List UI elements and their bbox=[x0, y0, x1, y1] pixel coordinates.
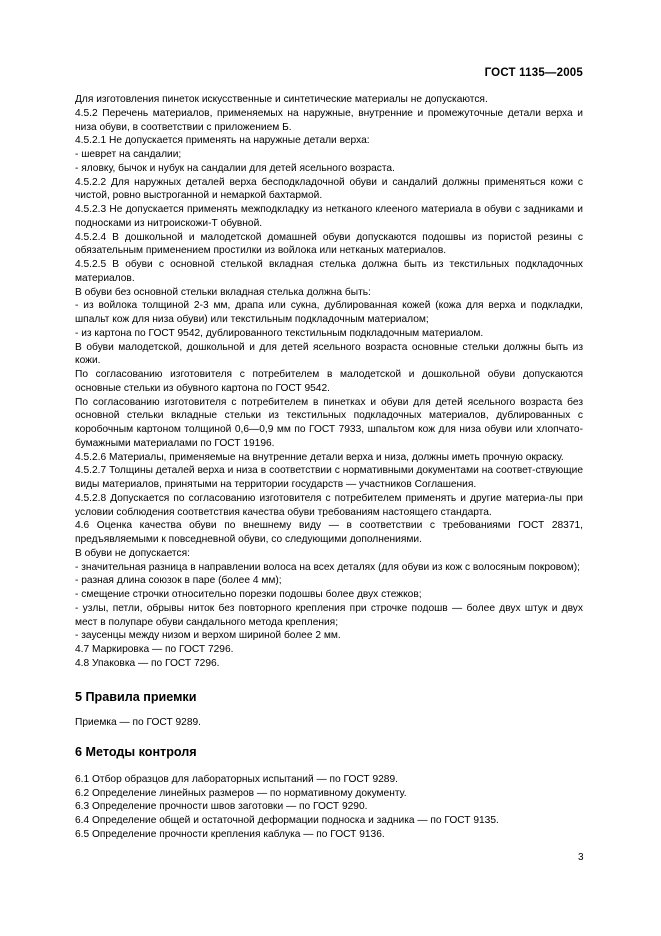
paragraph: 4.6 Оценка качества обуви по внешнему виду — в соответствии с требованиями ГОСТ 28371, предъявляемыми к повседневной обуви, со следующими дополнениями. bbox=[75, 520, 583, 545]
paragraph: 4.5.2.1 Не допускается применять на наружные детали верха: bbox=[75, 135, 370, 147]
list-item: 6.3 Определение прочности швов заготовки — по ГОСТ 9290. bbox=[75, 801, 368, 813]
paragraph: 4.5.2.6 Материалы, применяемые на внутренние детали верха и низа, должны иметь прочную окраску. bbox=[75, 451, 564, 463]
list-item: - узлы, петли, обрывы ниток без повторного крепления при строчке подошв — более двух штук и двух мест в полупаре обуви сандального метода крепления; bbox=[75, 602, 583, 628]
paragraph: 4.5.2.4 В дошкольной и малодетской домашней обуви допускаются подошвы из пористой резины с обязательным применением простилки из войлока или нетканых материалов. bbox=[75, 231, 583, 257]
list-item: 6.1 Отбор образцов для лабораторных испытаний — по ГОСТ 9289. bbox=[75, 773, 398, 785]
list-item: - смещение строчки относительно порезки подошвы более двух стежков; bbox=[75, 589, 422, 600]
paragraph: 4.8 Упаковка — по ГОСТ 7296. bbox=[75, 657, 220, 669]
list-item: - заусенцы между низом и верхом шириной более 2 мм. bbox=[75, 630, 341, 642]
paragraph: 4.5.2 Перечень материалов, применяемых на наружные, внутренние и промежуточные детали верха и низа обуви, в соответствии с приложением Б. bbox=[75, 107, 583, 133]
paragraph: 4.5.2.2 Для наружных деталей верха бесподкладочной обуви и сандалий должны применяться кожи с чистой, ровно выстроганной и немаркой бахтармой. bbox=[75, 176, 583, 202]
page-number: 3 bbox=[578, 852, 584, 863]
list-item: - шеврет на сандалии; bbox=[75, 149, 182, 160]
list-item: - значительная разница в направлении волоса на всех деталях (для обуви из кож с волосяным покровом); bbox=[75, 561, 580, 573]
paragraph: В обуви малодетской, дошкольной и для детей ясельного возраста основные стельки должны быть из кожи. bbox=[75, 341, 583, 367]
list-item: 6.4 Определение общей и остаточной деформации подноска и задника — по ГОСТ 9135. bbox=[75, 815, 499, 826]
document-body bbox=[75, 93, 583, 842]
list-item: - яловку, бычок и нубук на сандалии для детей ясельного возраста. bbox=[75, 162, 395, 174]
paragraph: 4.5.2.8 Допускается по согласованию изготовителя с потребителем применять и другие материа-лы при условии соблюдения соответствия качества обуви требованиям настоящего стандарта. bbox=[75, 492, 583, 518]
paragraph: По согласованию изготовителя с потребителем в малодетской и дошкольной обуви допускаются основные стельки из обувного картона по ГОСТ 9542. bbox=[75, 369, 583, 394]
paragraph: Для изготовления пинеток искусственные и синтетические материалы не допускаются. bbox=[75, 94, 488, 105]
paragraph: 4.5.2.5 В обуви с основной стелькой вкладная стелька должна быть из текстильных подкладочных материалов. bbox=[75, 259, 583, 284]
section-heading: 5 Правила приемки bbox=[75, 689, 197, 704]
paragraph: 4.5.2.3 Не допускается применять межподкладку из нетканого клееного материала в обуви с задниками и подносками из нитроискожи-Т обувной. bbox=[75, 204, 583, 229]
paragraph: 4.7 Маркировка — по ГОСТ 7296. bbox=[75, 644, 234, 655]
list-item: - из войлока толщиной 2-3 мм, драпа или сукна, дублированная кожей (кожа для верха и подкладки, шпальт кож для низа обуви) или текстильным подкладочным материалом; bbox=[75, 300, 583, 325]
paragraph: В обуви не допускается: bbox=[75, 547, 190, 559]
list-item: - из картона по ГОСТ 9542, дублированного текстильным подкладочным материалом. bbox=[75, 327, 484, 339]
document-header: ГОСТ 1135—2005 bbox=[484, 67, 583, 79]
section-heading: 6 Методы контроля bbox=[75, 745, 197, 759]
paragraph: По согласованию изготовителя с потребителем в пинетках и обуви для детей ясельного возраста без основной стельки вкладные стельки из текстильных подкладочных материалов, дублированных с коробочным картоном толщиной 0,6—0,9 мм по ГОСТ 7933, шпальтом кож для низа обуви или хлопчато-бумажными материалами по ГОСТ 19196. bbox=[75, 396, 583, 449]
list-item: - разная длина союзок в паре (более 4 мм); bbox=[75, 575, 282, 587]
paragraph: Приемка — по ГОСТ 9289. bbox=[75, 717, 201, 729]
list-item: 6.5 Определение прочности крепления каблука — по ГОСТ 9136. bbox=[75, 828, 385, 840]
paragraph: В обуви без основной стельки вкладная стелька должна быть: bbox=[75, 286, 371, 298]
paragraph: 4.5.2.7 Толщины деталей верха и низа в соответствии с нормативными документами на соответ-ствующие виды материалов, принятыми на территории государств — участников Соглашения. bbox=[75, 465, 583, 490]
list-item: 6.2 Определение линейных размеров — по нормативному документу. bbox=[75, 787, 407, 799]
